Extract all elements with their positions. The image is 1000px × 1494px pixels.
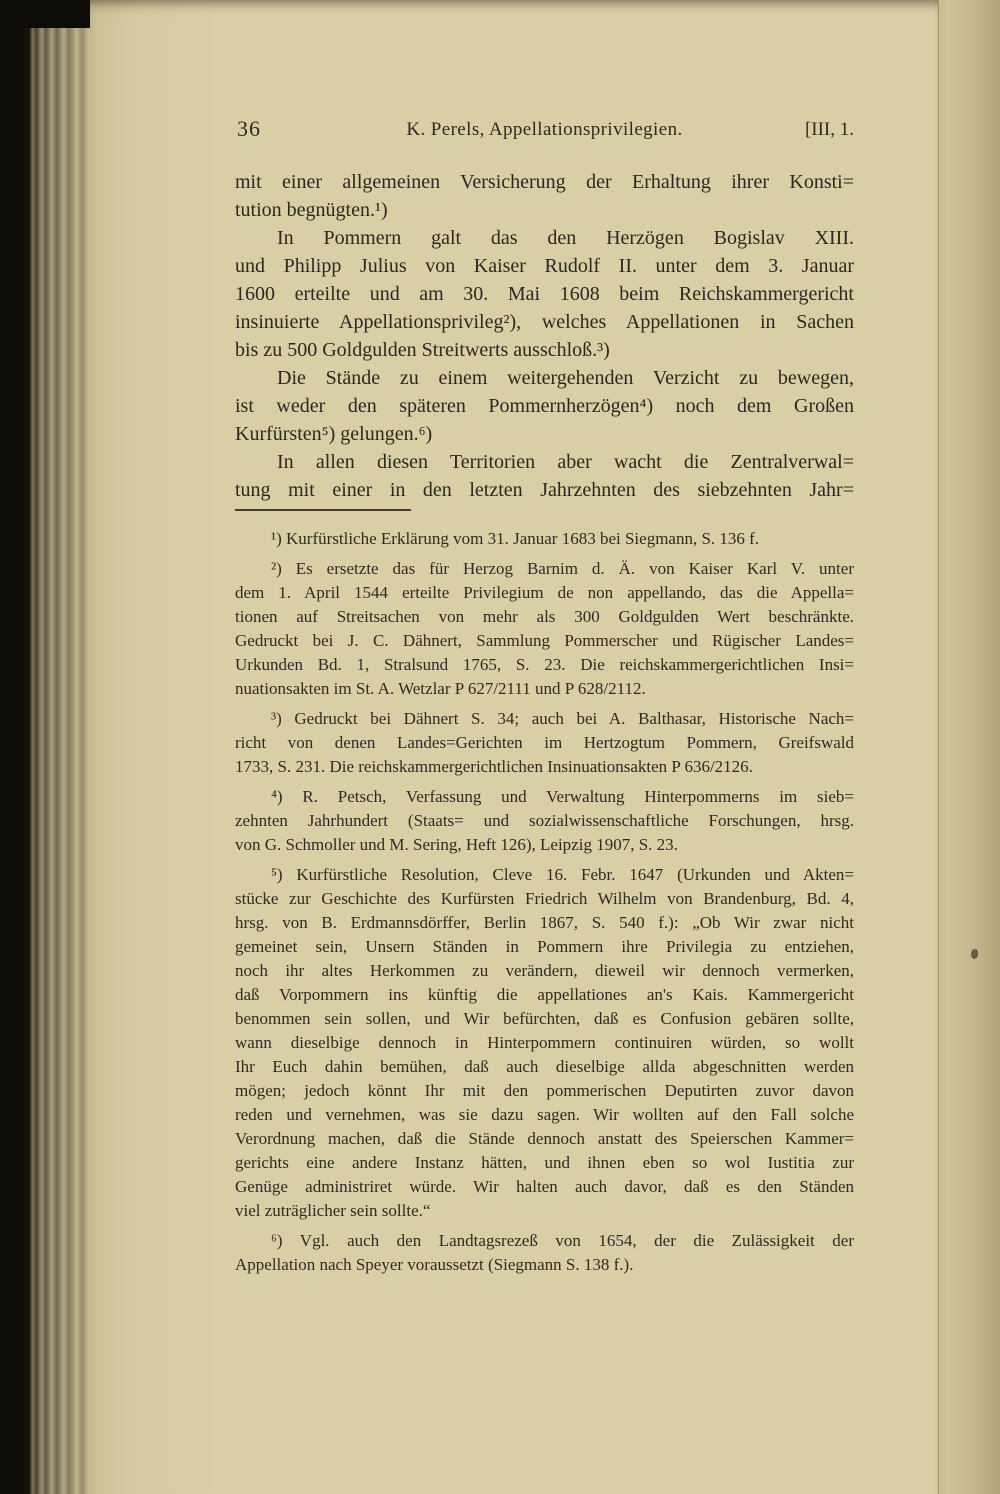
body-line: insinuierte Appellationsprivileg²), welches Appellationen in Sachen <box>235 311 854 333</box>
footnote-line: reden und vernehmen, was sie dazu sagen. Wir wollten auf den Fall solche <box>235 1105 854 1124</box>
footnote-line: daß Vorpommern ins künftig die appellationes an's Kais. Kammergericht <box>235 985 854 1004</box>
body-line: tung mit einer in den letzten Jahrzehnten des siebzehnten Jahr= <box>235 479 854 501</box>
body-line: und Philipp Julius von Kaiser Rudolf II. unter dem 3. Januar <box>235 255 854 277</box>
footnote-line: Appellation nach Speyer voraussetzt (Siegmann S. 138 f.). <box>235 1255 634 1274</box>
body-line: ist weder den späteren Pommernherzögen⁴) noch dem Großen <box>235 395 854 417</box>
footnote-line: benommen sein sollen, und Wir befürchten, daß es Confusion gebären sollte, <box>235 1009 854 1028</box>
footnote-line: Gedruckt bei J. C. Dähnert, Sammlung Pommerscher und Rügischer Landes= <box>235 631 854 650</box>
footnote-line: Verordnung machen, daß die Stände dennoch anstatt des Speierschen Kammer= <box>235 1129 854 1148</box>
footnote-line: gemeinet sein, Unsern Ständen in Pommern ihre Privilegia zu entziehen, <box>235 937 854 956</box>
footnote-line: stücke zur Geschichte des Kurfürsten Friedrich Wilhelm von Brandenburg, Bd. 4, <box>235 889 854 908</box>
footnote-line: ⁵) Kurfürstliche Resolution, Cleve 16. Febr. 1647 (Urkunden und Akten= <box>271 865 854 884</box>
footnote-4 <box>235 785 854 857</box>
footnote-line: viel zuträglicher sein sollte.“ <box>235 1201 431 1220</box>
footnote-line: dem 1. April 1544 erteilte Privilegium de non appellando, das die Appella= <box>235 583 854 602</box>
footnote-line: gerichts eine andere Instanz hätten, und ihnen eben so wol Iustitia zur <box>235 1153 854 1172</box>
body-line: bis zu 500 Goldgulden Streitwerts ausschloß.³) <box>235 339 610 361</box>
footnote-line: zehnten Jahrhundert (Staats= und sozialwissenschaftliche Forschungen, hrsg. <box>235 811 854 830</box>
footnote-line: 1733, S. 231. Die reichskammergerichtlichen Insinuationsakten P 636/2126. <box>235 757 753 776</box>
footnotes <box>235 527 854 1283</box>
ink-smudge <box>971 949 978 959</box>
footnote-separator <box>235 509 411 511</box>
footnote-line: Genüge administriret würde. Wir halten auch davor, daß es den Ständen <box>235 1177 854 1196</box>
footnote-line: Ihr Euch dahin bemühen, daß auch dieselbige allda abgeschnitten werden <box>235 1057 854 1076</box>
running-title: K. Perels, Appellationsprivilegien. <box>406 119 683 140</box>
footnote-line: wann dieselbige dennoch in Hinterpommern continuiren würden, so wollt <box>235 1033 854 1052</box>
footnote-2 <box>235 557 854 701</box>
footnote-line: von G. Schmoller und M. Sering, Heft 126), Leipzig 1907, S. 23. <box>235 835 678 854</box>
stacked-page-edges <box>24 0 90 1494</box>
body-line: 1600 erteilte und am 30. Mai 1608 beim Reichskammergericht <box>235 283 854 305</box>
footnote-line: ⁴) R. Petsch, Verfassung und Verwaltung Hinterpommerns im sieb= <box>271 787 854 806</box>
body-line: Die Stände zu einem weitergehenden Verzicht zu bewegen, <box>277 367 854 389</box>
footnote-line: tionen auf Streitsachen von mehr als 300 Goldgulden Wert beschränkte. <box>235 607 854 626</box>
body-line: Kurfürsten⁵) gelungen.⁶) <box>235 423 433 445</box>
footnote-line: nuationsakten im St. A. Wetzlar P 627/2111 und P 628/2112. <box>235 679 646 698</box>
footnote-line: richt von denen Landes=Gerichten im Hertzogtum Pommern, Greifswald <box>235 733 854 752</box>
footnote-line: ⁶) Vgl. auch den Landtagsrezeß von 1654, der die Zulässigkeit der <box>271 1231 854 1250</box>
fore-edge-pages <box>938 0 1000 1494</box>
footnote-5 <box>235 863 854 1223</box>
footnote-line: hrsg. von B. Erdmannsdörffer, Berlin 1867, S. 540 f.): „Ob Wir zwar nicht <box>235 913 854 932</box>
footnote-line: noch ihr altes Herkommen zu verändern, dieweil wir dennoch vermerken, <box>235 961 854 980</box>
body-text <box>235 168 854 504</box>
footnote-line: mögen; jedoch könnt Ihr mit den pommerischen Deputirten zuvor davon <box>235 1081 854 1100</box>
section-reference: [III, 1. <box>804 119 854 140</box>
footnote-1 <box>235 527 854 551</box>
footnote-line: Urkunden Bd. 1, Stralsund 1765, S. 23. Die reichskammergerichtlichen Insi= <box>235 655 854 674</box>
footnote-3 <box>235 707 854 779</box>
footnote-line: ²) Es ersetzte das für Herzog Barnim d. Ä. von Kaiser Karl V. unter <box>271 559 854 578</box>
body-line: tution begnügten.¹) <box>235 199 388 221</box>
body-line: mit einer allgemeinen Versicherung der Erhaltung ihrer Konsti= <box>235 171 854 193</box>
footnote-line: ³) Gedruckt bei Dähnert S. 34; auch bei A. Balthasar, Historische Nach= <box>271 709 854 728</box>
body-line: In Pommern galt das den Herzögen Bogislav XIII. <box>277 227 854 249</box>
book-page <box>90 0 938 1494</box>
page-header <box>235 116 854 146</box>
footnote-6 <box>235 1229 854 1277</box>
page-number: 36 <box>237 116 261 141</box>
book-spine-shadow <box>0 0 92 28</box>
footnote-line: ¹) Kurfürstliche Erklärung vom 31. Januar 1683 bei Siegmann, S. 136 f. <box>271 529 760 548</box>
body-line: In allen diesen Territorien aber wacht die Zentralverwal= <box>277 451 854 473</box>
